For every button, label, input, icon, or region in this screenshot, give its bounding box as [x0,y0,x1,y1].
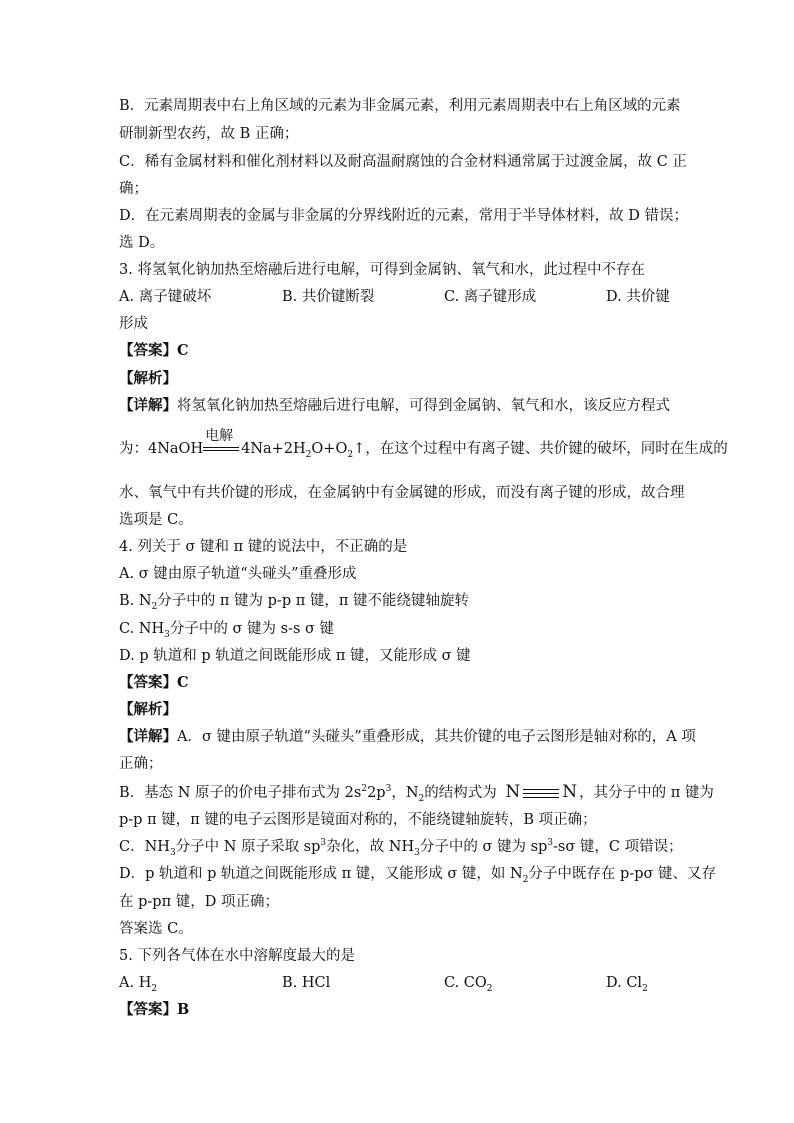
subscript: 2 [642,983,648,994]
superscript: 2 [361,784,368,795]
nitrogen-atom: N [562,782,578,802]
q5-option-c [444,973,493,993]
text-line: 在 p-pπ 键，D 项正确； [119,894,279,910]
q5-option-b: B. HCl [282,975,331,991]
q4-option-a: A. σ 键由原子轨道“头碰头”重叠形成 [119,566,357,582]
q3-equation-line [119,428,728,460]
q5-option-d [606,973,648,993]
equation-text: ↑，在这个过程中有离子键、共价键的破坏，同时在生成的 [353,441,728,457]
detail-text: B．基态 N 原子的价电子排布式为 2s [119,785,362,801]
option-text: B. N [119,593,152,609]
q4-option-d: D. p 轨道和 p 轨道之间既能形成 π 键，又能形成 σ 键 [119,648,471,664]
equation-reactant: 为：4NaOH [119,441,204,457]
superscript: 3 [320,838,327,849]
detail-text: -sσ 键，C 项错误； [553,839,683,855]
electrolysis-sign [203,428,241,459]
detail-text: 分子中既存在 p-pσ 键、又存 [528,866,717,882]
q4-hybrid-line [119,837,683,857]
text-line: D．在元素周期表的金属与非金属的分界线附近的元素，常用于半导体材料，故 D 错误； [119,208,688,224]
q3-option-a: A. 离子键破坏 [119,289,212,305]
q3-option-c: C. 离子键形成 [444,289,537,305]
detail-text: ，其分子中的 π 键为 [579,785,714,801]
q3-option-d-tail: 形成 [119,316,148,332]
detail-text: 2p [367,785,386,801]
text-line: C．稀有金属材料和催化剂材料以及耐高温耐腐蚀的合金材料通常属于过渡金属，故 C 正 [119,154,687,170]
q5-answer: 【答案】B [119,1001,190,1018]
q4-analysis-heading: 【解析】 [119,701,177,718]
option-text: D. Cl [606,975,643,991]
q4-detail-line [119,727,696,747]
text-line: 答案选 C。 [119,921,193,937]
q3-option-b: B. 共价键断裂 [282,289,375,305]
option-text: A. H [119,975,152,991]
detail-text: D．p 轨道和 p 轨道之间既能形成 π 键，又能形成 σ 键，如 N [119,866,523,882]
q4-structure-line [119,782,714,803]
subscript: 2 [486,983,493,994]
electrolysis-label: 电解 [205,428,234,444]
subscript: 2 [151,601,158,612]
question-4: 4. 列关于 σ 键和 π 键的说法中，不正确的是 [119,539,408,555]
q4-d-line [119,864,716,884]
q3-option-d: D. 共价键 [606,289,670,305]
detail-text: 分子中的 σ 键为 sp [419,839,548,855]
question-3: 3. 将氢氧化钠加热至熔融后进行电解，可得到金属钠、氧气和水，此过程中不存在 [119,262,645,278]
superscript: 3 [547,838,554,849]
text-line: 研制新型农药，故 B 正确； [119,126,299,142]
subscript: 3 [414,847,420,858]
subscript: 2 [347,449,354,460]
option-text: C. NH [119,621,165,637]
equation-product: O+O [311,441,348,457]
text-line: 选项是 C。 [119,512,193,528]
q3-answer: 【答案】C [119,342,189,359]
q3-analysis-heading: 【解析】 [119,370,177,387]
text-line: 确； [119,181,148,197]
detail-text: 杂化，故 NH [326,839,415,855]
subscript: 3 [164,629,170,640]
detail-text: 分子中 N 原子采取 sp [175,839,321,855]
nitrogen-atom: N [505,782,521,802]
detail-text: A．σ 键由原子轨道“头碰头”重叠形成，其共价键的电子云图形是轴对称的，A 项 [177,729,696,745]
triple-bond-icon [523,788,559,799]
q4-option-b [119,591,469,611]
detail-text: 的结构式为 [424,785,497,801]
subscript: 2 [522,874,529,885]
detail-tag: 【详解】 [119,728,177,745]
text-line: 正确； [119,756,163,772]
detail-text: 将氢氧化钠加热至熔融后进行电解，可得到金属钠、氧气和水，该反应方程式 [177,398,670,414]
text-line: 选 D。 [119,235,165,251]
question-5: 5. 下列各气体在水中溶解度最大的是 [119,948,355,964]
superscript: 3 [385,784,392,795]
subscript: 2 [418,793,425,804]
subscript: 3 [169,847,176,858]
detail-tag: 【详解】 [119,397,177,414]
q3-detail-line [119,396,670,416]
subscript: 2 [151,983,158,994]
subscript: 2 [305,449,312,460]
q5-option-a [119,973,157,993]
text-line: 水、氧气中有共价键的形成，在金属钠中有金属键的形成，而没有离子键的形成，故合理 [119,485,685,501]
detail-text: ，N [391,785,419,801]
text-line: p-p π 键，π 键的电子云图形是镜面对称的，不能绕键轴旋转，B 项正确； [119,812,597,828]
equation-product: 4Na+2H [241,441,306,457]
option-text: 分子中的 σ 键为 s-s σ 键 [169,621,334,637]
option-text: C. CO [444,975,487,991]
detail-text: C．NH [119,839,170,855]
option-text: 分子中的 π 键为 p-p π 键，π 键不能绕键轴旋转 [157,593,470,609]
text-line: B．元素周期表中右上角区域的元素为非金属元素，利用元素周期表中右上角区域的元素 [119,98,681,114]
q4-option-c [119,619,334,639]
q4-answer: 【答案】C [119,674,189,691]
